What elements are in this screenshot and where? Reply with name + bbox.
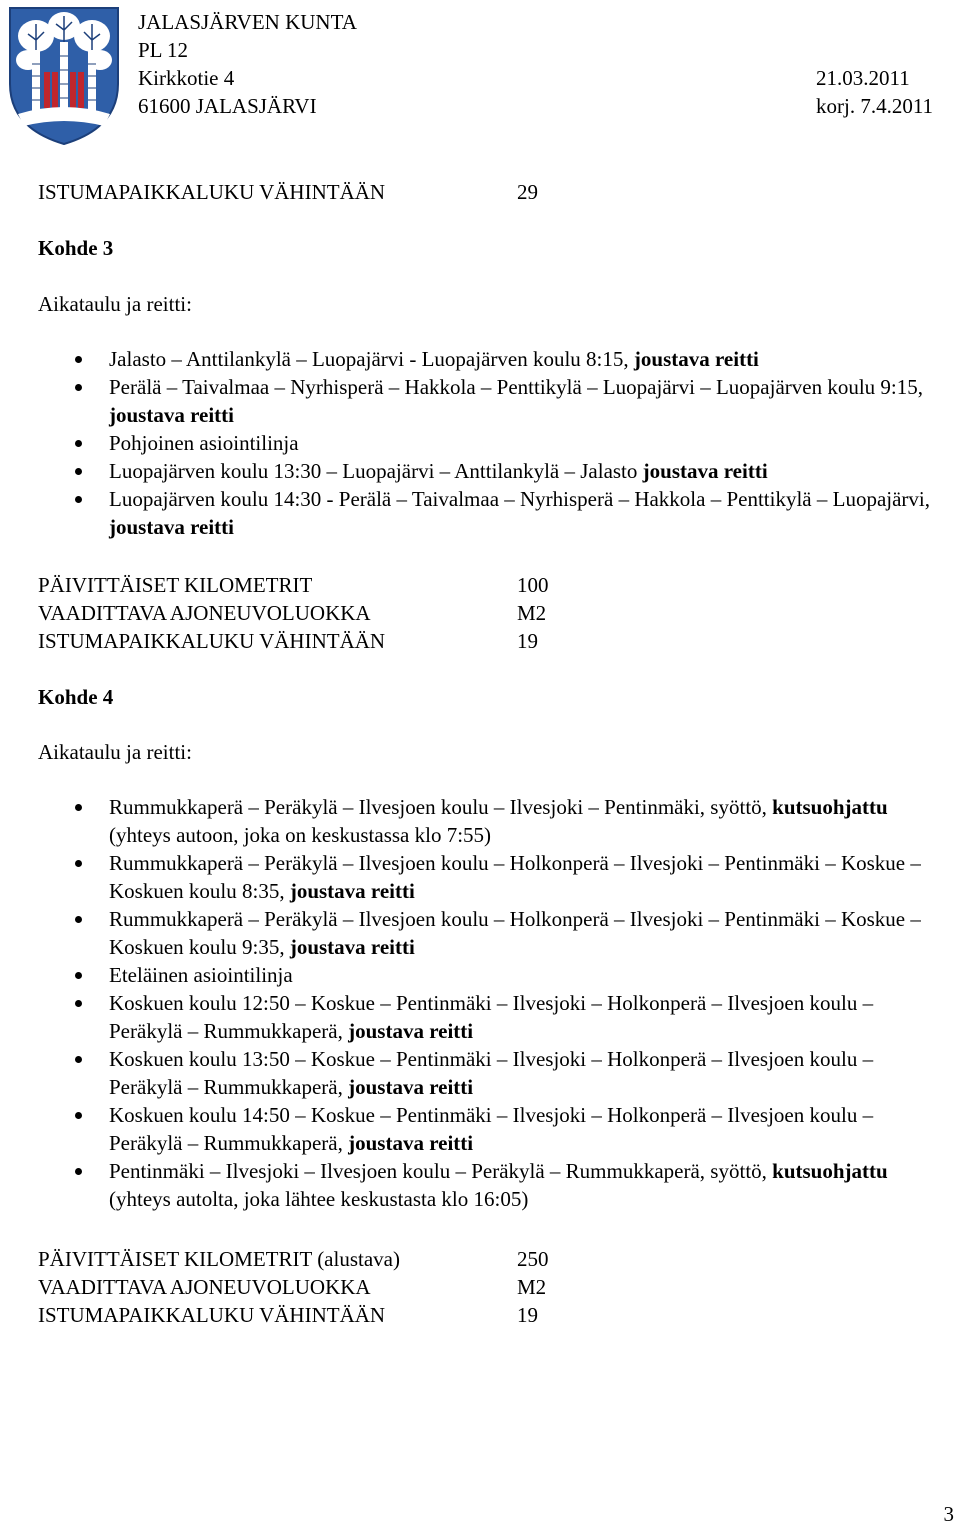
kohde-3-title: Kohde 3	[38, 236, 114, 260]
list-item	[38, 429, 938, 457]
route-text: Luopajärven koulu 14:30 - Perälä – Taivalmaa – Nyrhisperä – Hakkola – Penttikylä – Luopajärvi,	[109, 487, 930, 511]
route-text: Pentinmäki – Ilvesjoki – Ilvesjoen koulu – Peräkylä – Rummukkaperä, syöttö,	[109, 1159, 767, 1183]
kohde-3-class-label: VAADITTAVA AJONEUVOLUOKKA	[38, 601, 371, 625]
kohde-3-km-label: PÄIVITTÄISET KILOMETRIT	[38, 573, 313, 597]
list-item	[38, 1101, 938, 1157]
route-note: (yhteys autolta, joka lähtee keskustasta klo 16:05)	[109, 1187, 529, 1211]
route-text: Jalasto – Anttilankylä – Luopajärvi - Luopajärven koulu 8:15,	[109, 347, 629, 371]
kohde-4-km-value: 250	[517, 1247, 549, 1271]
route-flexibility: joustava reitti	[348, 1075, 474, 1099]
kohde-3-km-value: 100	[517, 573, 549, 597]
top-seats-label: ISTUMAPAIKKALUKU VÄHINTÄÄN	[38, 180, 386, 204]
kohde-3-seats-value: 19	[517, 629, 538, 653]
kohde-4-class-value: M2	[517, 1275, 547, 1299]
list-item	[38, 961, 938, 989]
kohde-4-class-label: VAADITTAVA AJONEUVOLUOKKA	[38, 1275, 371, 1299]
route-text: Luopajärven koulu 13:30 – Luopajärvi – Anttilankylä – Jalasto	[109, 459, 643, 483]
route-text: Rummukkaperä – Peräkylä – Ilvesjoen koulu – Holkonperä – Ilvesjoki – Pentinmäki – Koskue – Koskuen koulu 8:35,	[109, 851, 921, 903]
route-text: Eteläinen asiointilinja	[109, 963, 293, 987]
list-item	[38, 989, 938, 1045]
route-flexibility: joustava reitti	[348, 1131, 474, 1155]
organization-name: JALASJÄRVEN KUNTA	[138, 10, 357, 34]
kohde-4-schedule-label: Aikataulu ja reitti:	[38, 740, 192, 764]
route-flexibility: joustava reitti	[633, 347, 759, 371]
route-text: Koskuen koulu 12:50 – Koskue – Pentinmäki – Ilvesjoki – Holkonperä – Ilvesjoen koulu – Peräkylä – Rummukkaperä,	[109, 991, 874, 1043]
street-address: Kirkkotie 4	[138, 66, 235, 90]
list-item	[38, 345, 938, 373]
list-item	[38, 485, 938, 541]
list-item	[38, 1045, 938, 1101]
list-item	[38, 1157, 938, 1213]
list-item	[38, 793, 938, 849]
kohde-4-km-label: PÄIVITTÄISET KILOMETRIT (alustava)	[38, 1247, 400, 1271]
document-date: 21.03.2011	[816, 66, 910, 90]
route-text: Pohjoinen asiointilinja	[109, 431, 299, 455]
list-item	[38, 905, 938, 961]
route-text: Rummukkaperä – Peräkylä – Ilvesjoen koulu – Ilvesjoki – Pentinmäki, syöttö,	[109, 795, 767, 819]
route-text: Perälä – Taivalmaa – Nyrhisperä – Hakkola – Penttikylä – Luopajärvi – Luopajärven koulu 9:15,	[109, 375, 924, 399]
route-flexibility: joustava reitti	[109, 515, 235, 539]
kohde-3-seats-label: ISTUMAPAIKKALUKU VÄHINTÄÄN	[38, 629, 386, 653]
route-flexibility: joustava reitti	[289, 935, 415, 959]
kohde-3-class-value: M2	[517, 601, 547, 625]
kohde-4-title: Kohde 4	[38, 685, 114, 709]
route-text: Rummukkaperä – Peräkylä – Ilvesjoen koulu – Holkonperä – Ilvesjoki – Pentinmäki – Koskue – Koskuen koulu 9:35,	[109, 907, 921, 959]
page-number: 3	[943, 1502, 954, 1526]
list-item	[38, 373, 938, 429]
route-text: Koskuen koulu 14:50 – Koskue – Pentinmäki – Ilvesjoki – Holkonperä – Ilvesjoen koulu – Peräkylä – Rummukkaperä,	[109, 1103, 874, 1155]
route-note: (yhteys autoon, joka on keskustassa klo 7:55)	[109, 823, 492, 847]
top-seats-value: 29	[517, 180, 538, 204]
list-item	[38, 849, 938, 905]
route-flexibility: joustava reitti	[289, 879, 415, 903]
route-flexibility: joustava reitti	[642, 459, 768, 483]
list-item	[38, 457, 938, 485]
jalasjarvi-coat-of-arms-icon	[4, 4, 124, 148]
route-flexibility: kutsuohjattu	[772, 795, 888, 819]
po-box: PL 12	[138, 38, 188, 62]
route-text: Koskuen koulu 13:50 – Koskue – Pentinmäki – Ilvesjoki – Holkonperä – Ilvesjoen koulu – Peräkylä – Rummukkaperä,	[109, 1047, 874, 1099]
kohde-4-seats-label: ISTUMAPAIKKALUKU VÄHINTÄÄN	[38, 1303, 386, 1327]
route-flexibility: joustava reitti	[348, 1019, 474, 1043]
kohde-3-schedule-label: Aikataulu ja reitti:	[38, 292, 192, 316]
revision-date: korj. 7.4.2011	[816, 94, 934, 118]
kohde-4-route-list	[38, 793, 938, 1213]
route-flexibility: joustava reitti	[109, 403, 235, 427]
kohde-4-seats-value: 19	[517, 1303, 538, 1327]
route-flexibility: kutsuohjattu	[772, 1159, 888, 1183]
city-address: 61600 JALASJÄRVI	[138, 94, 317, 118]
kohde-3-route-list	[38, 345, 938, 541]
